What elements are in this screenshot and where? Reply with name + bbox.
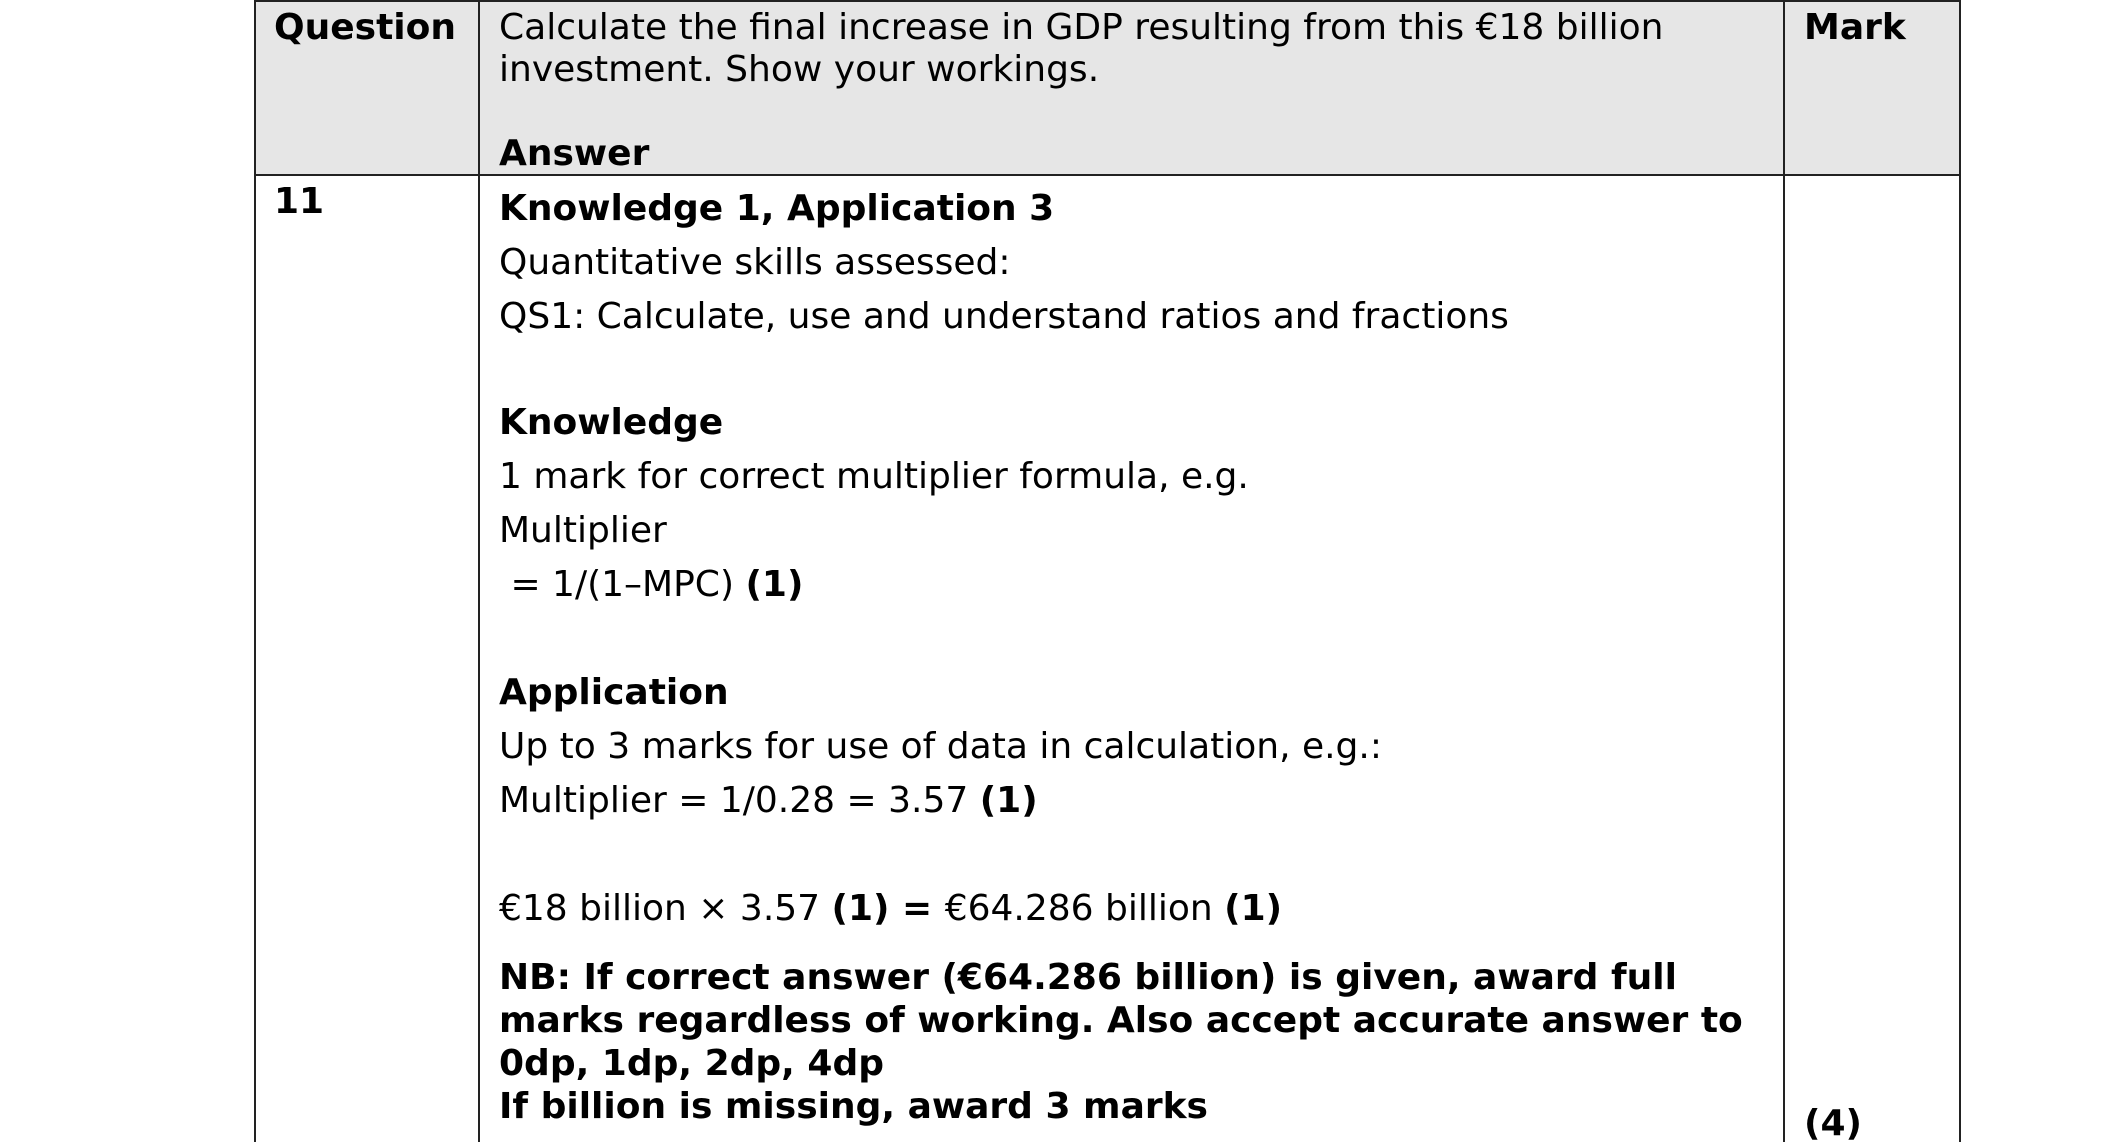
application-line-1: Up to 3 marks for use of data in calculation, e.g.: (499, 726, 1382, 767)
question-prompt-line-1: Calculate the final increase in GDP resulting from this €18 billion (499, 7, 1664, 48)
mark-scheme-table (254, 0, 1961, 1142)
application-mark: (1) (979, 780, 1038, 821)
application-heading: Application (499, 672, 729, 713)
nb-line-1: NB: If correct answer (€64.286 billion) is given, award full (499, 957, 1677, 998)
quantitative-skill-qs1: QS1: Calculate, use and understand ratios and fractions (499, 296, 1509, 337)
spacer (499, 612, 1779, 666)
application-line-2 (499, 774, 1779, 828)
answer-label: Answer (499, 133, 650, 174)
calc-part-2: €64.286 billion (944, 888, 1225, 929)
column-divider-mark (1783, 2, 1785, 1142)
question-number: 11 (274, 181, 325, 222)
knowledge-heading: Knowledge (499, 402, 724, 443)
knowledge-mark: (1) (745, 564, 804, 605)
quantitative-skills-title: Quantitative skills assessed: (499, 242, 1011, 283)
column-divider-question (478, 2, 480, 1142)
knowledge-line-1: 1 mark for correct multiplier formula, e.g. (499, 456, 1249, 497)
knowledge-line-2: Multiplier (499, 510, 667, 551)
nb-line-3: 0dp, 1dp, 2dp, 4dp (499, 1043, 884, 1084)
calc-part-1: €18 billion × 3.57 (499, 888, 832, 929)
question-prompt-line-2: investment. Show your workings. (499, 49, 1100, 90)
spacer (499, 344, 1779, 396)
nb-line-4: If billion is missing, award 3 marks (499, 1086, 1208, 1127)
nb-line-2: marks regardless of working. Also accept accurate answer to (499, 1000, 1743, 1041)
calc-mark-2: (1) (1224, 888, 1283, 929)
answer-cell (499, 182, 1779, 1128)
marks-breakdown-heading: Knowledge 1, Application 3 (499, 188, 1055, 229)
calc-mark-1: (1) = (831, 888, 945, 929)
multiplier-calculation: Multiplier = 1/0.28 = 3.57 (499, 780, 980, 821)
knowledge-formula (499, 558, 1779, 612)
mark-column-header: Mark (1804, 7, 1906, 48)
multiplier-formula: = 1/(1–MPC) (499, 564, 746, 605)
total-mark: (4) (1804, 1103, 1862, 1142)
gdp-calculation (499, 882, 1779, 936)
question-column-header: Question (274, 7, 456, 48)
spacer (499, 828, 1779, 882)
spacer (499, 936, 1779, 956)
